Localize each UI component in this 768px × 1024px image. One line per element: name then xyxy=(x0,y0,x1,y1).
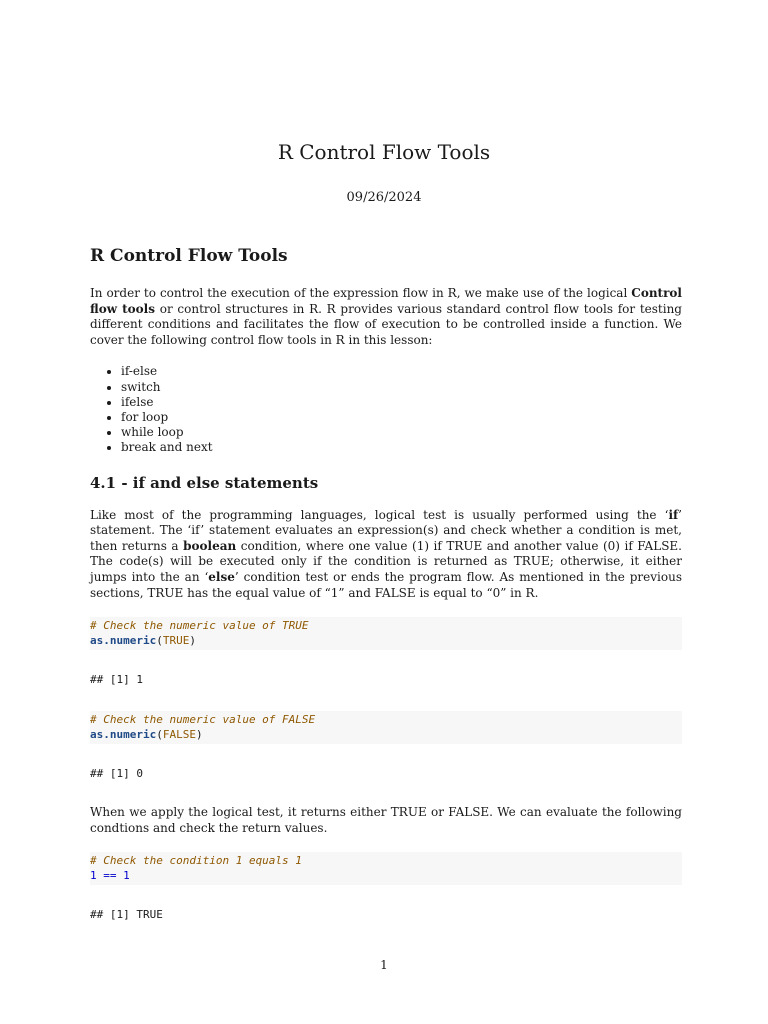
intro-text-end: or control structures in R. R provides various standard control flow tools for testing different conditions and facilitates the flow of execution to be controlled inside a function. We cover the following control flow tools in R in this lesson: xyxy=(90,301,682,347)
list-item: • for loop xyxy=(121,410,682,425)
page-number: 1 xyxy=(380,958,388,972)
section-heading: R Control Flow Tools xyxy=(90,246,288,266)
code-line xyxy=(90,868,682,883)
code-comment: # Check the numeric value of TRUE xyxy=(90,619,309,633)
code-paren: ( xyxy=(156,728,163,742)
code-comment: # Check the numeric value of FALSE xyxy=(90,713,316,727)
code-output: ## [1] TRUE xyxy=(90,908,163,922)
document-date: 09/26/2024 xyxy=(346,190,422,205)
code-paren: ) xyxy=(189,634,196,648)
bold-else: else xyxy=(208,569,235,584)
code-block xyxy=(90,852,682,885)
bold-boolean: boolean xyxy=(183,538,237,553)
code-function: as.numeric xyxy=(90,728,157,742)
document-title: R Control Flow Tools xyxy=(277,140,491,164)
code-comment: # Check the condition 1 equals 1 xyxy=(90,854,302,868)
intro-paragraph xyxy=(90,286,682,348)
para-text: condition, where one value (1) if TRUE and another value (0) if FALSE. The code(s) will be executed only if the condition is returned as TRUE; otherwise, it either jumps into the an ‘ xyxy=(90,538,682,584)
code-function: as.numeric xyxy=(90,634,157,648)
list-item: • break and next xyxy=(121,440,682,455)
code-line xyxy=(90,633,682,648)
code-line xyxy=(90,727,682,742)
code-constant: FALSE xyxy=(162,728,196,742)
list-item: • ifelse xyxy=(121,395,682,410)
code-output: ## [1] 0 xyxy=(90,767,143,781)
code-number: 1 xyxy=(123,869,130,883)
para-text: ’ statement. The ‘if’ statement evaluates an expression(s) and check whether a condition is met, then returns a xyxy=(90,507,682,553)
code-block xyxy=(90,711,682,744)
bold-if: if xyxy=(668,507,679,522)
code-paren: ) xyxy=(195,728,203,742)
intro-bold-term: Control flow tools xyxy=(90,286,682,316)
intro-text-start: In order to control the execution of the expression flow in R, we make use of the logical xyxy=(90,286,632,300)
para-text: Like most of the programming languages, logical test is usually performed using the ‘ xyxy=(90,507,669,522)
list-item: • if-else xyxy=(121,364,682,379)
list-item: • switch xyxy=(121,380,682,395)
code-output: ## [1] 1 xyxy=(90,673,143,687)
code-paren: ( xyxy=(156,634,163,648)
control-flow-list xyxy=(90,364,682,455)
logical-test-paragraph: When we apply the logical test, it returns either TRUE or FALSE. We can evaluate the following condtions and check the return values. xyxy=(90,805,682,835)
document-body xyxy=(90,246,682,946)
code-block xyxy=(90,617,682,650)
list-item: • while loop xyxy=(121,425,682,440)
code-constant: TRUE xyxy=(162,634,190,648)
code-number: 1 xyxy=(90,869,97,883)
code-operator: == xyxy=(96,869,124,883)
subsection-heading: 4.1 - if and else statements xyxy=(90,473,319,492)
para-text: ’ condition test or ends the program flow. As mentioned in the previous sections, TRUE has the equal value of “1” and FALSE is equal to “0” in R. xyxy=(90,569,682,600)
if-else-paragraph xyxy=(90,508,682,602)
